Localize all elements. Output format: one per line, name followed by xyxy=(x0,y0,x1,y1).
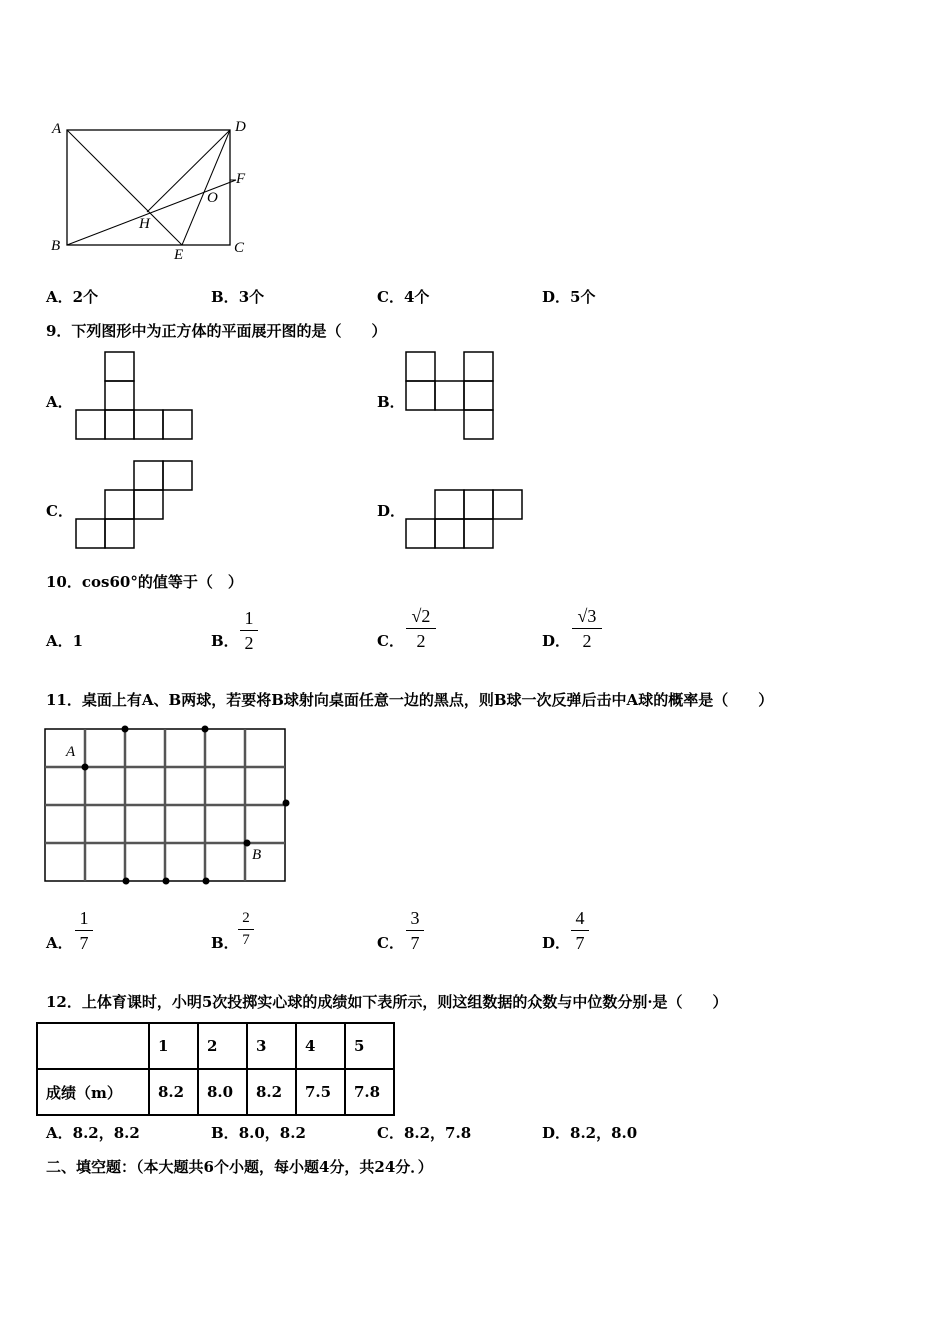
table-cell: 成绩（m） xyxy=(37,1069,149,1115)
q8-option-c[interactable]: C．4个 xyxy=(377,288,430,306)
table-cell: 1 xyxy=(149,1023,198,1069)
q11-option-b-letter[interactable]: B． xyxy=(211,934,239,952)
edge-dot xyxy=(203,878,210,885)
q11-option-c-letter[interactable]: C． xyxy=(377,934,404,952)
numerator: 1 xyxy=(79,908,89,928)
denominator: 2 xyxy=(416,631,426,651)
q11-option-d-letter[interactable]: D． xyxy=(542,934,571,952)
label-point-e: E xyxy=(174,247,184,263)
q11-option-a-fraction xyxy=(75,908,93,953)
numerator: √2 xyxy=(411,606,431,626)
section-2-title: 二、填空题：（本大题共6个小题，每小题4分，共24分．） xyxy=(46,1158,433,1176)
q8-option-a[interactable]: A．2个 xyxy=(46,288,99,306)
table-cell: 5 xyxy=(345,1023,394,1069)
q12-option-a[interactable]: A．8.2，8.2 xyxy=(46,1124,140,1142)
table-cell: 4 xyxy=(296,1023,345,1069)
q10-stem: 10．cos60°的值等于（ ） xyxy=(46,573,243,591)
ball-a xyxy=(82,764,89,771)
q11-option-a-letter[interactable]: A． xyxy=(46,934,73,952)
q9-option-a-label[interactable]: A． xyxy=(46,393,73,411)
edge-dot xyxy=(123,878,130,885)
denominator: 7 xyxy=(79,933,89,953)
table-cell: 7.5 xyxy=(296,1069,345,1115)
q12-option-b[interactable]: B．8.0，8.2 xyxy=(211,1124,306,1142)
label-ball-b: B xyxy=(252,847,262,863)
q10-option-d-letter[interactable]: D． xyxy=(542,632,571,650)
label-point-a: A xyxy=(52,121,62,137)
numerator: 2 xyxy=(242,910,250,926)
table-cell: 8.2 xyxy=(149,1069,198,1115)
table-cell: 8.0 xyxy=(198,1069,247,1115)
q11-option-b-fraction xyxy=(238,910,254,949)
label-point-c: C xyxy=(234,240,245,256)
numerator: 1 xyxy=(244,608,254,628)
table-row xyxy=(37,1069,394,1115)
q9-option-d-label[interactable]: D． xyxy=(377,502,406,520)
denominator: 7 xyxy=(410,933,420,953)
label-point-f: F xyxy=(236,171,246,187)
q12-stem: 12．上体育课时，小明5次投掷实心球的成绩如下表所示，则这组数据的众数与中位数分别·是（ ） xyxy=(46,993,728,1011)
q12-option-c[interactable]: C．8.2，7.8 xyxy=(377,1124,472,1142)
numerator: 4 xyxy=(575,908,585,928)
table-cell: 2 xyxy=(198,1023,247,1069)
label-ball-a: A xyxy=(66,744,76,760)
table-cell xyxy=(37,1023,149,1069)
q9-option-c-label[interactable]: C． xyxy=(46,502,73,520)
numerator: √3 xyxy=(577,606,597,626)
label-point-o: O xyxy=(207,190,218,206)
q12-option-d[interactable]: D．8.2，8.0 xyxy=(542,1124,638,1142)
q9-option-b-label[interactable]: B． xyxy=(377,393,405,411)
q10-option-a[interactable]: A．1 xyxy=(46,632,84,650)
denominator: 2 xyxy=(244,633,254,653)
ball-b xyxy=(244,840,251,847)
edge-dot xyxy=(283,800,290,807)
edge-dot xyxy=(163,878,170,885)
table-cell: 7.8 xyxy=(345,1069,394,1115)
denominator: 7 xyxy=(575,933,585,953)
q8-option-d[interactable]: D．5个 xyxy=(542,288,596,306)
label-point-d: D xyxy=(235,119,246,135)
table-header-row xyxy=(37,1023,394,1069)
numerator: 3 xyxy=(410,908,420,928)
label-point-b: B xyxy=(51,238,61,254)
label-point-h: H xyxy=(139,216,150,232)
table-cell: 8.2 xyxy=(247,1069,296,1115)
q11-option-c-fraction xyxy=(406,908,424,953)
table-cell: 3 xyxy=(247,1023,296,1069)
q11-option-d-fraction xyxy=(571,908,589,953)
q10-option-b-letter[interactable]: B． xyxy=(211,632,239,650)
q8-option-b[interactable]: B．3个 xyxy=(211,288,265,306)
q11-stem: 11．桌面上有A、B两球，若要将B球射向桌面任意一边的黑点，则B球一次反弹后击中A球的概率是（ ） xyxy=(46,691,774,709)
q12-score-table xyxy=(36,1022,395,1116)
q9-stem: 9．下列图形中为正方体的平面展开图的是（ ） xyxy=(46,322,387,340)
denominator: 7 xyxy=(242,932,250,948)
denominator: 2 xyxy=(582,631,592,651)
edge-dot xyxy=(202,726,209,733)
q10-option-c-letter[interactable]: C． xyxy=(377,632,404,650)
edge-dot xyxy=(122,726,129,733)
